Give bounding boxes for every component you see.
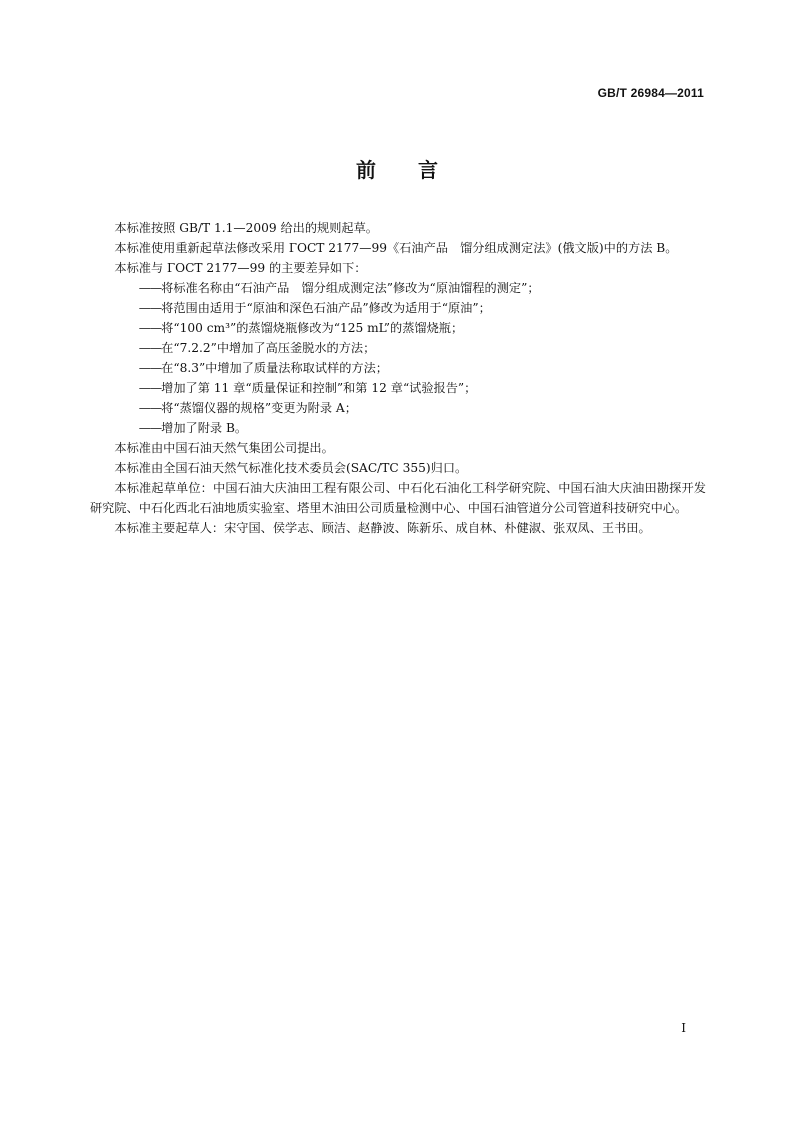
paragraph-drafting-organizations: 本标准起草单位：中国石油大庆油田工程有限公司、中石化石油化工科学研究院、中国石油大庆油田勘探开发研究院、中石化西北石油地质实验室、塔里木油田公司质量检测中心、中国石油管道分公司管道科技研究中心。: [90, 481, 706, 515]
list-item-text: 将“100 cm³”的蒸馏烧瓶修改为“125 mL”的蒸馏烧瓶；: [161, 321, 464, 335]
paragraph-drafters: 本标准主要起草人：宋守国、侯学志、顾洁、赵静波、陈新乐、成自林、朴健淑、张双凤、王书田。: [114, 521, 651, 535]
paragraph-technical-committee: 本标准由全国石油天然气标准化技术委员会(SAC/TC 355)归口。: [114, 461, 468, 475]
list-item-text: 将范围由适用于“原油和深色石油产品”修改为适用于“原油”；: [161, 301, 491, 315]
list-item-text: 在“7.2.2”中增加了高压釜脱水的方法；: [161, 341, 376, 355]
dash-marker: ——: [138, 341, 162, 355]
dash-marker: ——: [138, 301, 162, 315]
list-item-text: 增加了附录 B。: [161, 421, 248, 435]
dash-marker: ——: [138, 381, 162, 395]
document-body: [90, 218, 706, 538]
paragraph-differences-intro: 本标准与 ГОСТ 2177—99 的主要差异如下：: [114, 261, 367, 275]
list-item: [90, 358, 706, 378]
page-number: I: [681, 1021, 686, 1035]
paragraph-drafting-rules: 本标准按照 GB/T 1.1—2009 给出的规则起草。: [114, 221, 378, 235]
list-item-text: 将“蒸馏仪器的规格”变更为附录 A；: [161, 401, 357, 415]
standard-number: GB/T 26984—2011: [597, 86, 704, 100]
paragraph-proposed-by: 本标准由中国石油天然气集团公司提出。: [114, 441, 334, 455]
list-item: [90, 338, 706, 358]
list-item-text: 将标准名称由“石油产品 馏分组成测定法”修改为“原油馏程的测定”；: [161, 281, 540, 295]
page-title: 前言: [356, 158, 480, 182]
list-item: [90, 298, 706, 318]
dash-marker: ——: [138, 401, 162, 415]
differences-list: [90, 278, 706, 438]
paragraph-adoption: 本标准使用重新起草法修改采用 ГОСТ 2177—99《石油产品 馏分组成测定法》(俄文版)中的方法 B。: [114, 241, 678, 255]
list-item: [90, 398, 706, 418]
dash-marker: ——: [138, 321, 162, 335]
list-item-text: 在“8.3”中增加了质量法称取试样的方法；: [161, 361, 388, 375]
dash-marker: ——: [138, 421, 162, 435]
list-item-text: 增加了第 11 章“质量保证和控制”和第 12 章“试验报告”；: [161, 381, 477, 395]
list-item: [90, 318, 706, 338]
list-item: [90, 378, 706, 398]
list-item: [90, 418, 706, 438]
dash-marker: ——: [138, 361, 162, 375]
dash-marker: ——: [138, 281, 162, 295]
list-item: [90, 278, 706, 298]
